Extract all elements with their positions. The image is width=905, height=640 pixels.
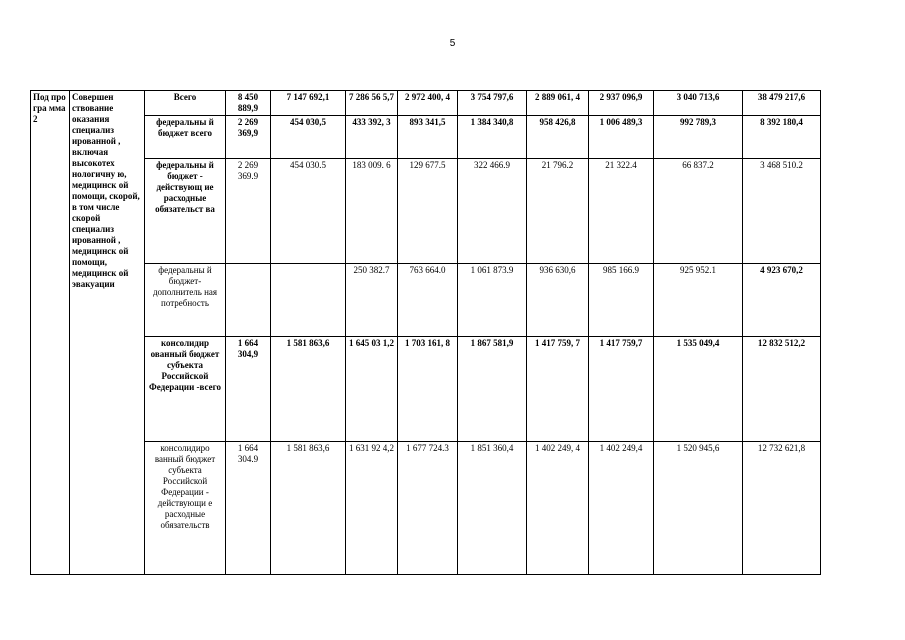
value-cell: 763 664.0 bbox=[398, 264, 458, 337]
value-cell: 992 789,3 bbox=[654, 116, 743, 159]
value-cell: 3 754 797,6 bbox=[458, 91, 527, 116]
row-label: федеральны й бюджет - действующ ие расходные обязательст ва bbox=[145, 159, 226, 264]
value-cell: 1 631 92 4,2 bbox=[346, 442, 398, 575]
value-cell: 129 677.5 bbox=[398, 159, 458, 264]
value-cell: 1 664 304.9 bbox=[226, 442, 271, 575]
value-cell: 8 450 889,9 bbox=[226, 91, 271, 116]
table-row bbox=[31, 337, 821, 442]
value-cell: 1 581 863,6 bbox=[271, 337, 346, 442]
value-cell: 1 645 03 1,2 bbox=[346, 337, 398, 442]
value-cell: 2 269 369,9 bbox=[226, 116, 271, 159]
value-cell: 250 382.7 bbox=[346, 264, 398, 337]
value-cell: 21 322.4 bbox=[589, 159, 654, 264]
row-label: федеральны й бюджет- дополнитель ная потребность bbox=[145, 264, 226, 337]
table-row bbox=[31, 159, 821, 264]
value-cell: 3 468 510.2 bbox=[743, 159, 821, 264]
value-cell: 1 535 049,4 bbox=[654, 337, 743, 442]
value-cell: 925 952.1 bbox=[654, 264, 743, 337]
row-label: консолидир ованный бюджет субъекта Российской Федерации -всего bbox=[145, 337, 226, 442]
value-cell: 893 341,5 bbox=[398, 116, 458, 159]
value-cell: 454 030.5 bbox=[271, 159, 346, 264]
value-cell: 1 006 489,3 bbox=[589, 116, 654, 159]
value-cell: 1 417 759,7 bbox=[589, 337, 654, 442]
table-row bbox=[31, 442, 821, 575]
program-label: Под про гра мма 2 bbox=[31, 91, 70, 575]
row-label: федеральны й бюджет всего bbox=[145, 116, 226, 159]
page-number: 5 bbox=[449, 38, 456, 49]
value-cell: 7 286 56 5,7 bbox=[346, 91, 398, 116]
value-cell: 7 147 692,1 bbox=[271, 91, 346, 116]
value-cell: 183 009. 6 bbox=[346, 159, 398, 264]
value-cell: 1 677 724.3 bbox=[398, 442, 458, 575]
value-cell: 454 030,5 bbox=[271, 116, 346, 159]
value-cell: 1 061 873.9 bbox=[458, 264, 527, 337]
value-cell: 1 417 759, 7 bbox=[527, 337, 589, 442]
value-cell: 12 732 621,8 bbox=[743, 442, 821, 575]
value-cell: 1 402 249, 4 bbox=[527, 442, 589, 575]
value-cell: 1 402 249,4 bbox=[589, 442, 654, 575]
value-cell: 38 479 217,6 bbox=[743, 91, 821, 116]
value-cell: 1 581 863,6 bbox=[271, 442, 346, 575]
value-cell: 985 166.9 bbox=[589, 264, 654, 337]
value-cell: 8 392 180,4 bbox=[743, 116, 821, 159]
value-cell: 3 040 713,6 bbox=[654, 91, 743, 116]
value-cell: 1 384 340,8 bbox=[458, 116, 527, 159]
value-cell: 2 889 061, 4 bbox=[527, 91, 589, 116]
value-cell: 958 426,8 bbox=[527, 116, 589, 159]
table-row bbox=[31, 264, 821, 337]
subprogram-name: Совершен ствование оказания специализ ированной , включая высокотех нологичну ю, медицинск ой помощи, скорой, в том числе скорой специализ ированной , медицинск ой помощи, медицинск ой эвакуации bbox=[70, 91, 145, 575]
value-cell: 2 937 096,9 bbox=[589, 91, 654, 116]
value-cell: 1 867 581,9 bbox=[458, 337, 527, 442]
value-cell: 433 392, 3 bbox=[346, 116, 398, 159]
value-cell: 12 832 512,2 bbox=[743, 337, 821, 442]
value-cell: 1 703 161, 8 bbox=[398, 337, 458, 442]
value-cell: 66 837.2 bbox=[654, 159, 743, 264]
value-cell: 2 972 400, 4 bbox=[398, 91, 458, 116]
value-cell: 936 630,6 bbox=[527, 264, 589, 337]
table-row bbox=[31, 116, 821, 159]
value-cell bbox=[271, 264, 346, 337]
value-cell: 2 269 369.9 bbox=[226, 159, 271, 264]
budget-table bbox=[30, 90, 821, 575]
value-cell bbox=[226, 264, 271, 337]
row-label: Всего bbox=[145, 91, 226, 116]
value-cell: 1 520 945,6 bbox=[654, 442, 743, 575]
table-row bbox=[31, 91, 821, 116]
value-cell: 21 796.2 bbox=[527, 159, 589, 264]
value-cell: 1 664 304,9 bbox=[226, 337, 271, 442]
value-cell: 1 851 360,4 bbox=[458, 442, 527, 575]
value-cell: 4 923 670,2 bbox=[743, 264, 821, 337]
row-label: консолидиро ванный бюджет субъекта Российской Федерации - действующи е расходные обязательств bbox=[145, 442, 226, 575]
value-cell: 322 466.9 bbox=[458, 159, 527, 264]
